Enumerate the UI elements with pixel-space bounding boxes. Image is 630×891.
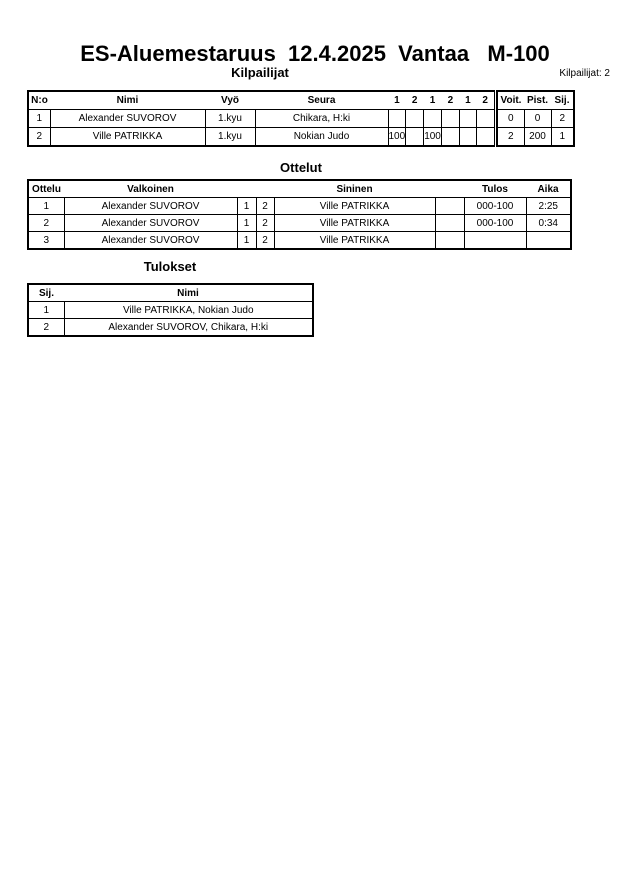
match-no: 1	[28, 198, 64, 215]
score-cell	[406, 110, 424, 128]
spacer-cell	[435, 198, 464, 215]
col-header-points: Pist.	[524, 91, 551, 110]
match-row	[28, 232, 571, 250]
wins-cell: 0	[497, 110, 524, 128]
result-place: 2	[28, 319, 64, 337]
match-no: 3	[28, 232, 64, 250]
competitors-summary-table	[496, 90, 575, 147]
col-header-place: Sij.	[28, 284, 64, 302]
results-heading: Tulokset	[143, 259, 197, 274]
score-cell: 100	[388, 128, 406, 147]
col-header-round: 1	[388, 91, 406, 110]
summary-header-row	[497, 91, 574, 110]
col-header-round: 2	[406, 91, 424, 110]
results-header-row	[28, 284, 313, 302]
competitor-belt: 1.kyu	[205, 128, 255, 147]
matches-heading: Ottelut	[280, 160, 322, 175]
col-header-round: 2	[441, 91, 459, 110]
competitor-row	[28, 128, 494, 147]
place-cell: 1	[551, 128, 574, 147]
summary-row	[497, 128, 574, 147]
matches-header-row	[28, 180, 571, 198]
match-no: 2	[28, 215, 64, 232]
competitors-header-row	[28, 91, 494, 110]
competitors-heading: Kilpailijat	[231, 65, 289, 80]
competitor-no: 1	[28, 110, 50, 128]
col-header-blank	[435, 180, 464, 198]
score-cell	[424, 110, 442, 128]
match-time: 0:34	[526, 215, 571, 232]
score-cell	[388, 110, 406, 128]
blue-name: Ville PATRIKKA	[274, 215, 435, 232]
white-number: 1	[237, 215, 256, 232]
score-cell: 100	[424, 128, 442, 147]
competitor-club: Nokian Judo	[255, 128, 388, 147]
col-header-blank	[256, 180, 274, 198]
col-header-round: 1	[424, 91, 442, 110]
col-header-blank	[237, 180, 256, 198]
col-header-place: Sij.	[551, 91, 574, 110]
competitor-name: Alexander SUVOROV	[50, 110, 205, 128]
score-cell	[406, 128, 424, 147]
competitors-count: Kilpailijat: 2	[559, 68, 610, 79]
competitor-no: 2	[28, 128, 50, 147]
col-header-no: N:o	[28, 91, 50, 110]
white-name: Alexander SUVOROV	[64, 198, 237, 215]
match-row	[28, 215, 571, 232]
match-result	[464, 232, 526, 250]
summary-row	[497, 110, 574, 128]
col-header-white: Valkoinen	[64, 180, 237, 198]
blue-number: 2	[256, 232, 274, 250]
blue-number: 2	[256, 198, 274, 215]
col-header-round: 2	[476, 91, 494, 110]
col-header-match: Ottelu	[28, 180, 64, 198]
result-place: 1	[28, 302, 64, 319]
competitor-row	[28, 110, 494, 128]
points-cell: 0	[524, 110, 551, 128]
score-cell	[476, 110, 494, 128]
spacer-cell	[435, 232, 464, 250]
match-row	[28, 198, 571, 215]
matches-table	[27, 179, 572, 250]
competitors-table	[27, 90, 495, 147]
blue-number: 2	[256, 215, 274, 232]
points-cell: 200	[524, 128, 551, 147]
col-header-wins: Voit.	[497, 91, 524, 110]
score-cell	[459, 110, 476, 128]
col-header-club: Seura	[255, 91, 388, 110]
blue-name: Ville PATRIKKA	[274, 232, 435, 250]
page-title: ES-Aluemestaruus 12.4.2025 Vantaa M-100	[80, 41, 550, 66]
score-cell	[476, 128, 494, 147]
col-header-blue: Sininen	[274, 180, 435, 198]
col-header-name: Nimi	[50, 91, 205, 110]
col-header-result: Tulos	[464, 180, 526, 198]
spacer-cell	[435, 215, 464, 232]
competitor-belt: 1.kyu	[205, 110, 255, 128]
white-name: Alexander SUVOROV	[64, 215, 237, 232]
competitor-club: Chikara, H:ki	[255, 110, 388, 128]
white-name: Alexander SUVOROV	[64, 232, 237, 250]
col-header-belt: Vyö	[205, 91, 255, 110]
col-header-round: 1	[459, 91, 476, 110]
results-table	[27, 283, 314, 337]
blue-name: Ville PATRIKKA	[274, 198, 435, 215]
place-cell: 2	[551, 110, 574, 128]
score-cell	[441, 128, 459, 147]
score-cell	[441, 110, 459, 128]
col-header-name: Nimi	[64, 284, 313, 302]
result-name: Alexander SUVOROV, Chikara, H:ki	[64, 319, 313, 337]
result-name: Ville PATRIKKA, Nokian Judo	[64, 302, 313, 319]
result-row	[28, 302, 313, 319]
white-number: 1	[237, 198, 256, 215]
score-cell	[459, 128, 476, 147]
col-header-time: Aika	[526, 180, 571, 198]
match-result: 000-100	[464, 198, 526, 215]
wins-cell: 2	[497, 128, 524, 147]
match-result: 000-100	[464, 215, 526, 232]
white-number: 1	[237, 232, 256, 250]
competitor-name: Ville PATRIKKA	[50, 128, 205, 147]
match-time: 2:25	[526, 198, 571, 215]
match-time	[526, 232, 571, 250]
result-row	[28, 319, 313, 337]
